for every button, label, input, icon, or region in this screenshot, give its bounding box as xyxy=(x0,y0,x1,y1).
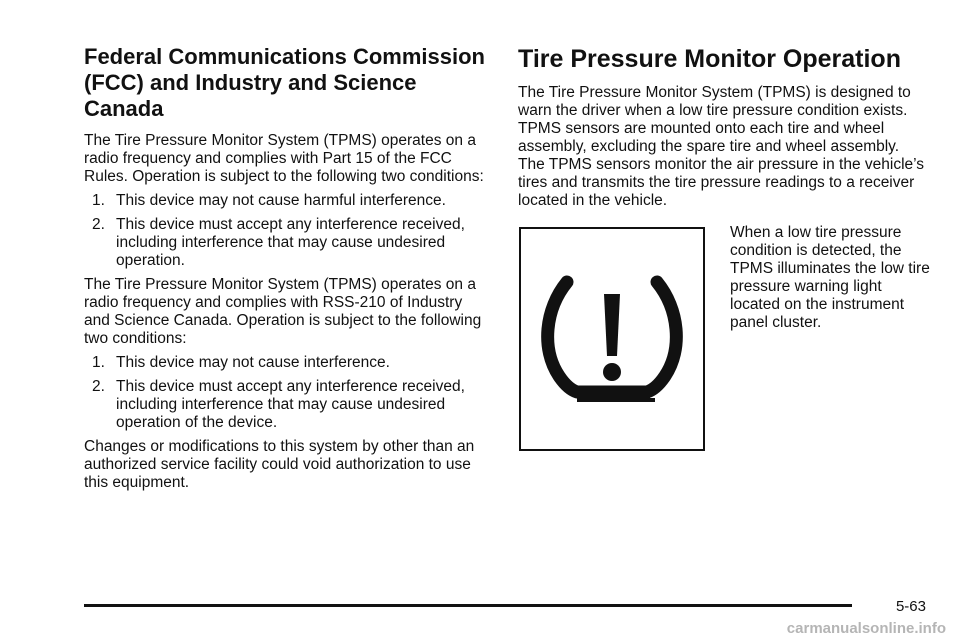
tpms-section xyxy=(518,44,928,210)
list-item: 1. This device may not cause interference. xyxy=(92,354,390,371)
list-item: 2. This device must accept any interference received, including interference that may cause undesired operation of the device. xyxy=(92,378,465,431)
list-item: 2. This device must accept any interference received, including interference that may cause undesired operation. xyxy=(92,216,465,269)
tpms-paragraph-2: When a low tire pressure condition is detected, the TPMS illuminates the low tire pressure warning light located on the instrument panel cluster. xyxy=(730,224,930,331)
tpms-paragraph-1: The Tire Pressure Monitor System (TPMS) is designed to warn the driver when a low tire pressure condition exists. TPMS sensors are mounted onto each tire and wheel assembly, excluding the spare tire and wheel assembly. The TPMS sensors monitor the air pressure in the vehicle’s tires and transmits the tire pressure readings to a receiver located in the vehicle. xyxy=(518,84,925,209)
fcc-paragraph-1: The Tire Pressure Monitor System (TPMS) operates on a radio frequency and complies with Part 15 of the FCC Rules. Operation is subject to the following two conditions: xyxy=(84,132,484,185)
fcc-section xyxy=(84,44,486,492)
fcc-paragraph-3: Changes or modifications to this system by other than an authorized service facility could void authorization to use this equipment. xyxy=(84,438,475,491)
canada-conditions-list xyxy=(84,354,486,432)
watermark: carmanualsonline.info xyxy=(786,620,946,637)
tire-pressure-warning-icon-box xyxy=(519,227,705,451)
list-item: 1. This device may not cause harmful interference. xyxy=(92,192,446,209)
tpms-heading: Tire Pressure Monitor Operation xyxy=(518,45,901,73)
fcc-conditions-list xyxy=(84,192,486,270)
fcc-heading: Federal Communications Commission (FCC) and Industry and Science Canada xyxy=(84,44,485,121)
footer-divider xyxy=(84,604,852,607)
fcc-paragraph-2: The Tire Pressure Monitor System (TPMS) operates on a radio frequency and complies with RSS-210 of Industry and Science Canada. Operation is subject to the following two conditions: xyxy=(84,276,482,347)
page-number: 5-63 xyxy=(895,598,926,615)
tire-pressure-warning-icon xyxy=(537,264,687,414)
tpms-side-text xyxy=(730,224,930,332)
